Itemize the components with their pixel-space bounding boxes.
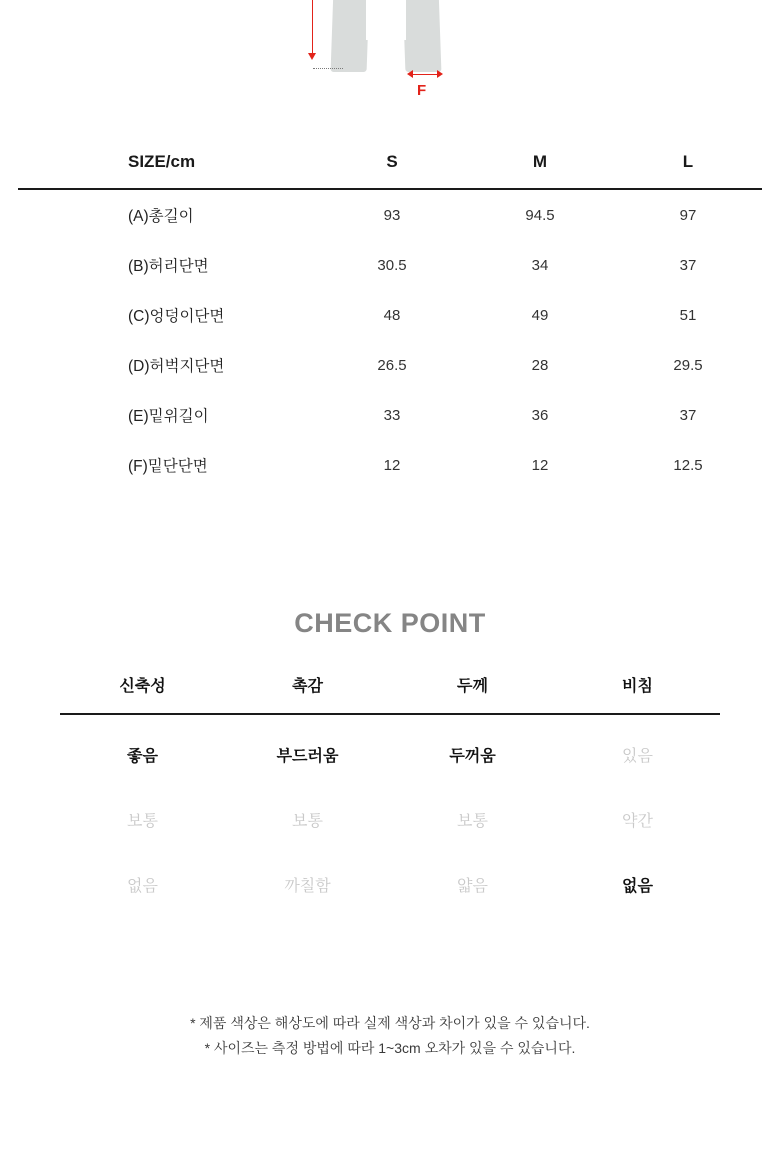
size-table: [18, 140, 762, 490]
check-option-touch: 부드러움: [276, 748, 339, 765]
size-value-s: 33: [383, 406, 401, 424]
check-point-header-stretch: 신축성: [119, 678, 166, 695]
size-value-l: 37: [679, 406, 697, 424]
check-option-touch: 보통: [292, 813, 323, 830]
check-point-header-touch: 촉감: [292, 678, 323, 695]
size-value-m: 36: [531, 406, 549, 424]
size-value-l: 97: [679, 206, 697, 224]
total-length-dimension-line: [312, 0, 313, 56]
dimension-label-f: F: [417, 82, 427, 99]
pants-left-leg-shape: [331, 0, 370, 72]
size-value-m: 94.5: [525, 206, 555, 224]
size-table-header-row: [18, 140, 762, 189]
size-value-m: 28: [531, 356, 549, 374]
size-value-l: 29.5: [673, 356, 703, 374]
check-option-stretch: 없음: [127, 878, 158, 895]
size-row-label: (A)총길이: [128, 208, 194, 225]
table-row: [18, 189, 762, 240]
check-option-stretch: 좋음: [127, 748, 158, 765]
table-row: [18, 290, 762, 340]
table-row: [18, 440, 762, 490]
size-value-s: 48: [383, 306, 401, 324]
size-row-label: (E)밑위길이: [128, 408, 209, 425]
check-option-sheer: 없음: [622, 878, 653, 895]
pants-crotch-gap: [366, 0, 406, 40]
check-point-header-thickness: 두께: [457, 678, 488, 695]
size-table-header-m: M: [532, 152, 548, 171]
size-value-m: 34: [531, 256, 549, 274]
size-row-label: (B)허리단면: [128, 258, 209, 275]
check-option-thickness: 두꺼움: [449, 748, 496, 765]
size-table-header-s: S: [386, 152, 398, 171]
check-point-header-sheer: 비침: [622, 678, 653, 695]
size-value-l: 51: [679, 306, 697, 324]
size-value-m: 49: [531, 306, 549, 324]
size-row-label: (D)허벅지단면: [128, 358, 225, 375]
size-value-l: 37: [679, 256, 697, 274]
check-option-sheer: 약간: [622, 813, 653, 830]
table-row: [18, 390, 762, 440]
size-value-s: 12: [383, 456, 401, 474]
note-size-disclaimer: * 사이즈는 측정 방법에 따라 1~3cm 오차가 있을 수 있습니다.: [204, 1040, 576, 1056]
hem-width-dimension-line: [411, 74, 439, 75]
table-row: [60, 714, 720, 787]
size-table-header-l: L: [682, 152, 694, 171]
arrow-down-icon: [308, 53, 316, 60]
pants-right-leg-shape: [403, 0, 442, 72]
table-row: [60, 787, 720, 852]
size-value-s: 26.5: [377, 356, 407, 374]
pants-measurement-diagram: [0, 0, 780, 118]
check-option-thickness: 보통: [457, 813, 488, 830]
size-row-label: (C)엉덩이단면: [128, 308, 225, 325]
note-color-disclaimer: * 제품 색상은 해상도에 따라 실제 색상과 차이가 있을 수 있습니다.: [190, 1015, 590, 1031]
table-row: [18, 340, 762, 390]
table-row: [60, 852, 720, 917]
check-option-sheer: 있음: [622, 748, 653, 765]
check-point-title: CHECK POINT: [294, 608, 486, 638]
check-option-thickness: 얇음: [457, 878, 488, 895]
hem-guide-dotted-line: [313, 68, 343, 69]
size-value-l: 12.5: [673, 456, 703, 474]
size-row-label: (F)밑단단면: [128, 458, 208, 475]
size-table-header-label: SIZE/cm: [128, 152, 196, 171]
check-point-table: [60, 673, 720, 917]
check-point-header-row: [60, 673, 720, 714]
check-option-touch: 까칠함: [284, 878, 331, 895]
table-row: [18, 240, 762, 290]
size-value-m: 12: [531, 456, 549, 474]
check-option-stretch: 보통: [127, 813, 158, 830]
size-value-s: 30.5: [377, 256, 407, 274]
arrow-right-icon: [437, 70, 443, 78]
disclaimer-notes: [0, 1011, 780, 1061]
size-value-s: 93: [383, 206, 401, 224]
